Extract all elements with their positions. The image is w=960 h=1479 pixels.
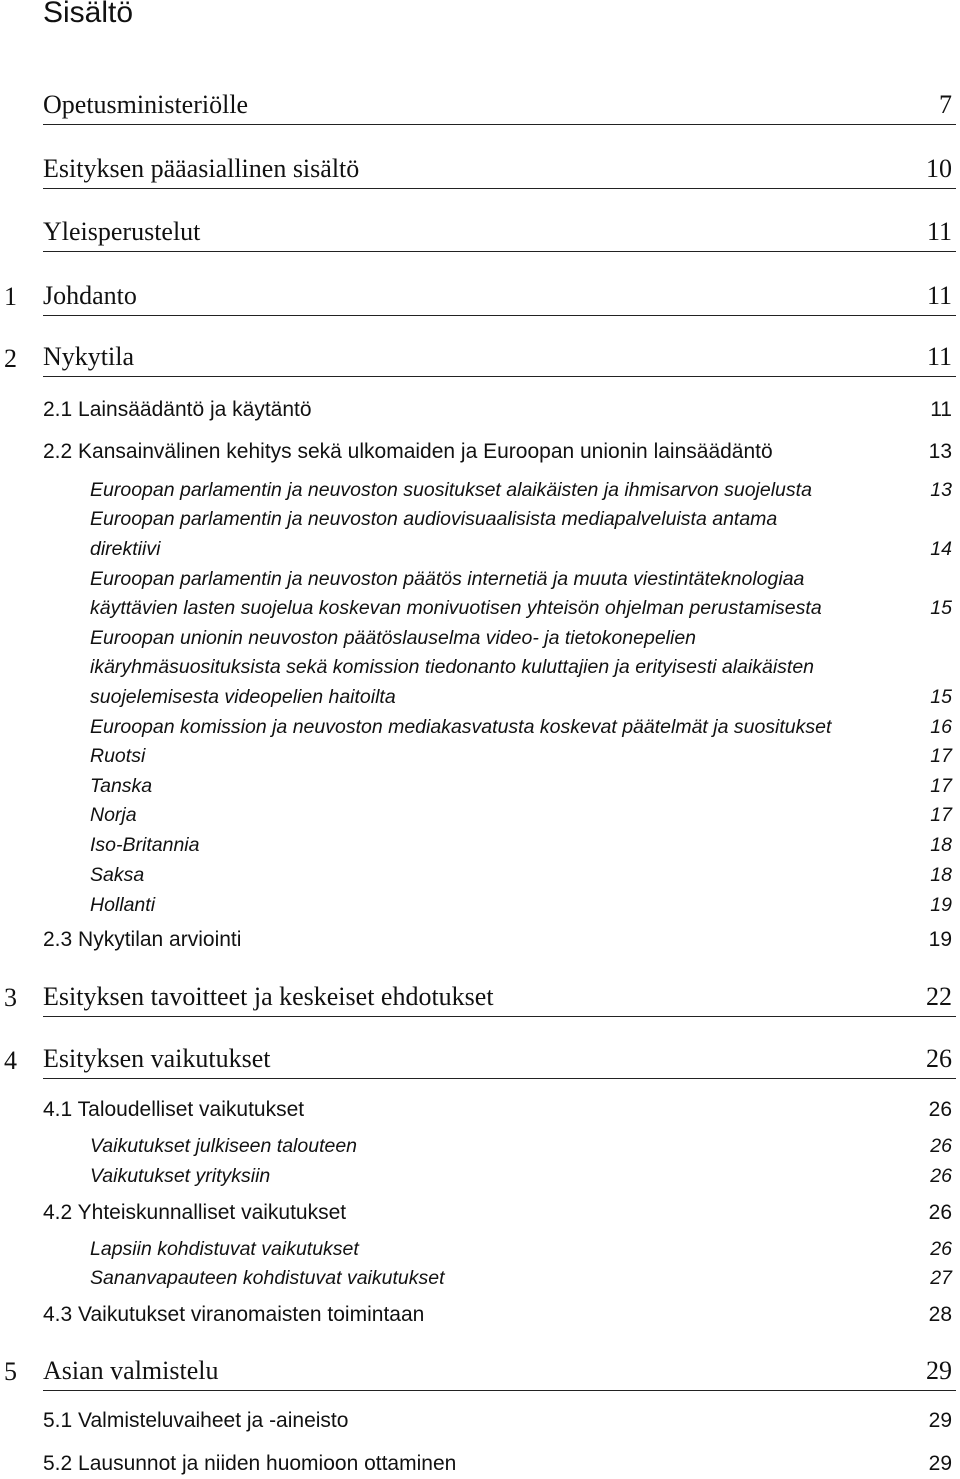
- toc-page-number: 18: [930, 834, 952, 856]
- toc-country-label[interactable]: Norja: [90, 804, 137, 826]
- toc-subsection-label[interactable]: 2.1 Lainsäädäntö ja käytäntö: [43, 398, 312, 421]
- toc-page-number: 26: [930, 1165, 952, 1187]
- toc-item-label-cont: direktiivi: [90, 538, 161, 560]
- toc-subsection-label[interactable]: 5.2 Lausunnot ja niiden huomioon ottaminen: [43, 1452, 457, 1475]
- section-number: 5: [4, 1357, 17, 1386]
- toc-page-number: 29: [926, 1356, 952, 1385]
- toc-section-label: Esityksen tavoitteet ja keskeiset ehdotukset: [43, 982, 494, 1011]
- section-number: 1: [4, 282, 17, 311]
- toc-item-label[interactable]: Vaikutukset yrityksiin: [90, 1165, 271, 1187]
- toc-page-number: 13: [928, 440, 952, 463]
- toc-page-number: 19: [928, 928, 952, 951]
- toc-page-number: 26: [930, 1238, 952, 1260]
- toc-section-label: Nykytila: [43, 342, 134, 371]
- toc-page-number: 7: [939, 90, 952, 119]
- toc-subsection-label[interactable]: 2.3 Nykytilan arviointi: [43, 928, 242, 951]
- toc-country-label[interactable]: Tanska: [90, 775, 153, 797]
- toc-item-label[interactable]: Euroopan komission ja neuvoston mediakasvatusta koskevat päätelmät ja suositukset: [90, 716, 832, 738]
- toc-page-number: 26: [926, 1044, 952, 1073]
- toc-heading-row[interactable]: [43, 211, 956, 252]
- toc-item-label[interactable]: Vaikutukset julkiseen talouteen: [90, 1135, 358, 1157]
- toc-item-label-cont: ikäryhmäsuosituksista sekä komission tiedonanto kuluttajien ja erityisesti alaikäisten: [90, 656, 815, 678]
- toc-item-label[interactable]: Euroopan parlamentin ja neuvoston suositukset alaikäisten ja ihmisarvon suojelusta: [90, 479, 812, 501]
- toc-item-label[interactable]: Sananvapauteen kohdistuvat vaikutukset: [90, 1267, 445, 1289]
- toc-page-number: 11: [926, 281, 952, 310]
- toc-heading-label: Yleisperustelut: [43, 217, 201, 246]
- section-number: 3: [4, 983, 17, 1012]
- toc-section-row[interactable]: [43, 1350, 956, 1391]
- toc-page-number: 22: [926, 982, 952, 1011]
- toc-section-label: Asian valmistelu: [43, 1356, 219, 1385]
- toc-page-number: 26: [928, 1098, 952, 1121]
- toc-country-label[interactable]: Hollanti: [90, 894, 156, 916]
- toc-country-label[interactable]: Saksa: [90, 864, 145, 886]
- toc-subsection-label[interactable]: 2.2 Kansainvälinen kehitys sekä ulkomaiden ja Euroopan unionin lainsäädäntö: [43, 440, 773, 463]
- toc-section-label: Johdanto: [43, 281, 137, 310]
- toc-page-number: 29: [928, 1452, 952, 1475]
- toc-page-number: 14: [930, 538, 952, 560]
- toc-page-number: 17: [930, 775, 952, 797]
- toc-section-row[interactable]: [43, 976, 956, 1017]
- toc-page-number: 28: [928, 1303, 952, 1326]
- toc-page-number: 27: [930, 1267, 952, 1289]
- section-number: 4: [4, 1046, 17, 1075]
- toc-page-number: 17: [930, 804, 952, 826]
- toc-page-number: 26: [928, 1201, 952, 1224]
- toc-heading-label: Esityksen pääasiallinen sisältö: [43, 154, 360, 183]
- toc-country-label[interactable]: Iso-Britannia: [90, 834, 200, 856]
- section-number: 2: [4, 344, 17, 373]
- toc-subsection-label[interactable]: 5.1 Valmisteluvaiheet ja -aineisto: [43, 1409, 349, 1432]
- toc-item-label[interactable]: Lapsiin kohdistuvat vaikutukset: [90, 1238, 359, 1260]
- toc-page-number: 10: [926, 154, 952, 183]
- toc-page-number: 11: [926, 217, 952, 246]
- toc-subsection-label[interactable]: 4.2 Yhteiskunnalliset vaikutukset: [43, 1201, 347, 1224]
- toc-page-number: 18: [930, 864, 952, 886]
- toc-page-number: 26: [930, 1135, 952, 1157]
- toc-section-row[interactable]: [43, 1038, 956, 1079]
- toc-section-row[interactable]: [43, 275, 956, 316]
- toc-heading-label: Opetusministeriölle: [43, 90, 249, 119]
- toc-item-label-cont: käyttävien lasten suojelua koskevan monivuotisen yhteisön ohjelman perustamisesta: [90, 597, 822, 619]
- toc-item-label-cont: suojelemisesta videopelien haitoilta: [90, 686, 396, 708]
- toc-subsection-label[interactable]: 4.1 Taloudelliset vaikutukset: [43, 1098, 305, 1121]
- toc-section-label: Esityksen vaikutukset: [43, 1044, 271, 1073]
- toc-country-label[interactable]: Ruotsi: [90, 745, 146, 767]
- page-title: Sisältö: [43, 0, 134, 29]
- toc-subsection-label[interactable]: 4.3 Vaikutukset viranomaisten toimintaan: [43, 1303, 425, 1326]
- toc-section-row[interactable]: [43, 336, 956, 377]
- toc-page-number: 15: [930, 686, 952, 708]
- toc-page-number: 15: [930, 597, 952, 619]
- toc-page-number: 29: [928, 1409, 952, 1432]
- toc-heading-row[interactable]: [43, 148, 956, 189]
- toc-heading-row[interactable]: [43, 84, 956, 125]
- toc-item-label[interactable]: Euroopan parlamentin ja neuvoston päätös internetiä ja muuta viestintäteknologiaa: [90, 568, 805, 590]
- toc-item-label[interactable]: Euroopan unionin neuvoston päätöslauselma video- ja tietokonepelien: [90, 627, 697, 649]
- toc-page-number: 16: [930, 716, 952, 738]
- toc-page-number: 13: [930, 479, 952, 501]
- toc-page-number: 19: [930, 894, 952, 916]
- toc-page-number: 11: [926, 342, 952, 371]
- toc-page-number: 17: [930, 745, 952, 767]
- toc-page-number: 11: [930, 398, 952, 421]
- toc-item-label[interactable]: Euroopan parlamentin ja neuvoston audiovisuaalisista mediapalveluista antama: [90, 508, 778, 530]
